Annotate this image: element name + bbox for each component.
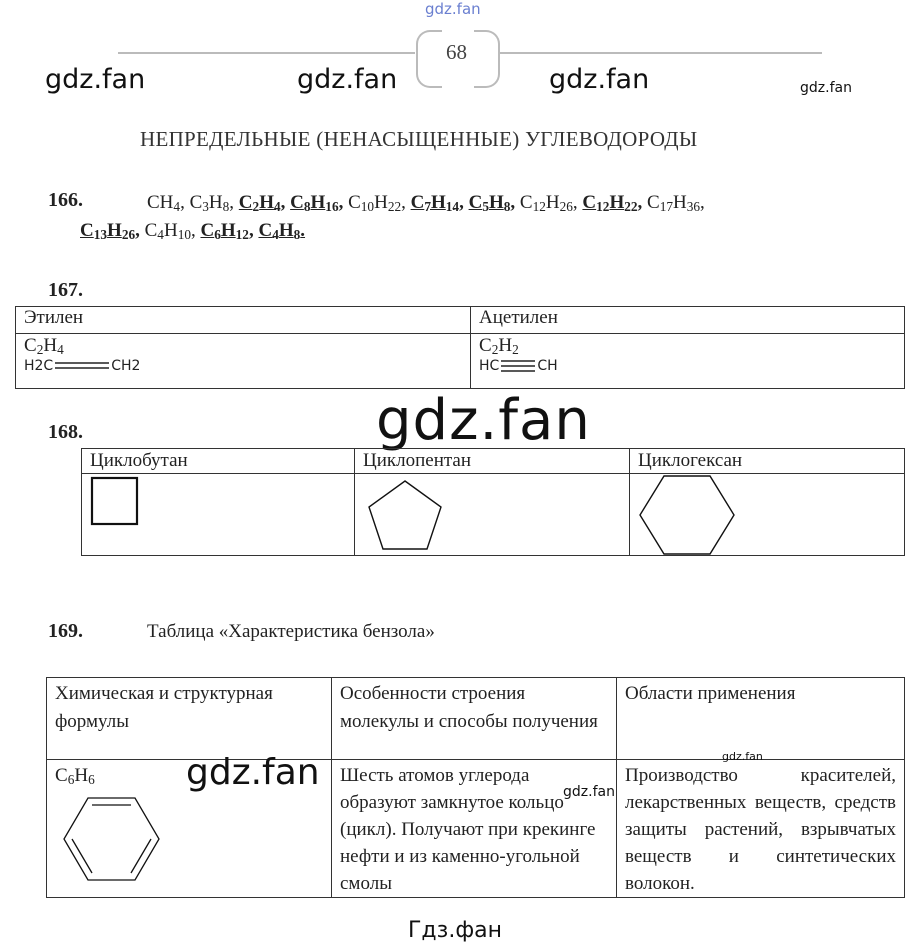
table-header-cell: Циклопентан — [355, 449, 630, 474]
watermark: gdz.fan — [45, 64, 146, 95]
page-bracket-right — [474, 30, 500, 88]
page-bracket-left — [416, 30, 442, 88]
cyclopentane-icon — [363, 476, 453, 556]
structure-right: CH — [537, 358, 558, 374]
table-header-cell: Особенности строения молекулы и способы получения — [332, 678, 617, 760]
table-header-cell: Области применения — [617, 678, 905, 760]
watermark: gdz.fan — [563, 784, 615, 800]
triple-bond-icon — [501, 359, 535, 373]
question-number: 166. — [48, 189, 83, 211]
structure-description-cell: Шесть атомов углерода образуют замкнутое кольцо (цикл). Получают при крекинге нефти и из каменно-угольной смолы — [332, 760, 617, 898]
watermark-large: gdz.fan — [376, 388, 591, 453]
question-number: 168. — [48, 421, 83, 443]
cyclopentane-cell — [355, 474, 630, 556]
watermark-top: gdz.fan — [425, 0, 481, 18]
structure-left: H2C — [24, 358, 54, 374]
acetylene-cell: $C_2H_2$ HC CH — [471, 334, 905, 389]
applications-cell: Производство красителей, лекарственных веществ, средств защиты растений, взрывчатых веществ и синтетических волокон. — [617, 760, 905, 898]
cyclohexane-cell — [630, 474, 905, 556]
header-rule-left — [118, 52, 415, 54]
question-number: 169. — [48, 620, 83, 642]
footer-watermark: Гдз.фан — [408, 918, 502, 943]
table-header-cell: Циклобутан — [82, 449, 355, 474]
table-header-cell: Ацетилен — [471, 307, 905, 334]
table-header-cell: Химическая и структурная формулы — [47, 678, 332, 760]
ethylene-cell: $C_2H_4$ H2C CH2 — [16, 334, 471, 389]
page-number: 68 — [446, 40, 467, 64]
hydrocarbon-list-continued: $C_{13}H_{26}$, $C_4H_{10}$, $C_6H_{12}$, $C_4H_8$. — [80, 220, 306, 242]
question-number: 167. — [48, 279, 83, 301]
section-title: НЕПРЕДЕЛЬНЫЕ (НЕНАСЫЩЕННЫЕ) УГЛЕВОДОРОДЫ — [140, 127, 698, 151]
table-header-cell: Циклогексан — [630, 449, 905, 474]
cyclohexane-icon — [638, 474, 748, 559]
benzene-formula-cell: $C_6H_6$ — [47, 760, 332, 898]
alkenes-alkynes-table — [15, 306, 905, 389]
watermark: gdz.fan — [722, 750, 763, 763]
structure-left: HC — [479, 358, 500, 374]
structure-right: CH2 — [111, 358, 141, 374]
watermark: gdz.fan — [186, 752, 320, 793]
double-bond-icon — [55, 359, 109, 373]
hydrocarbon-list: $CH_4$, $C_3H_8$, $C_2H_4$, $C_8H_{16}$, $C_{10}H_{22}$, $C_7H_{14}$, $C_5H_8$, $C_{12}H_{26}$, $C_{12}H_{22}$, $C_{17}H_{36}$, — [147, 192, 705, 214]
cyclobutane-cell — [82, 474, 355, 556]
benzene-table — [46, 677, 905, 898]
watermark: gdz.fan — [297, 64, 398, 95]
table-header-cell: Этилен — [16, 307, 471, 334]
cycloalkanes-table — [81, 448, 905, 556]
watermark: gdz.fan — [800, 80, 852, 96]
cyclobutane-icon — [90, 476, 150, 536]
watermark: gdz.fan — [549, 64, 650, 95]
table-caption: Таблица «Характеристика бензола» — [147, 621, 435, 642]
benzene-ring-icon — [59, 796, 169, 886]
header-rule-right — [500, 52, 822, 54]
